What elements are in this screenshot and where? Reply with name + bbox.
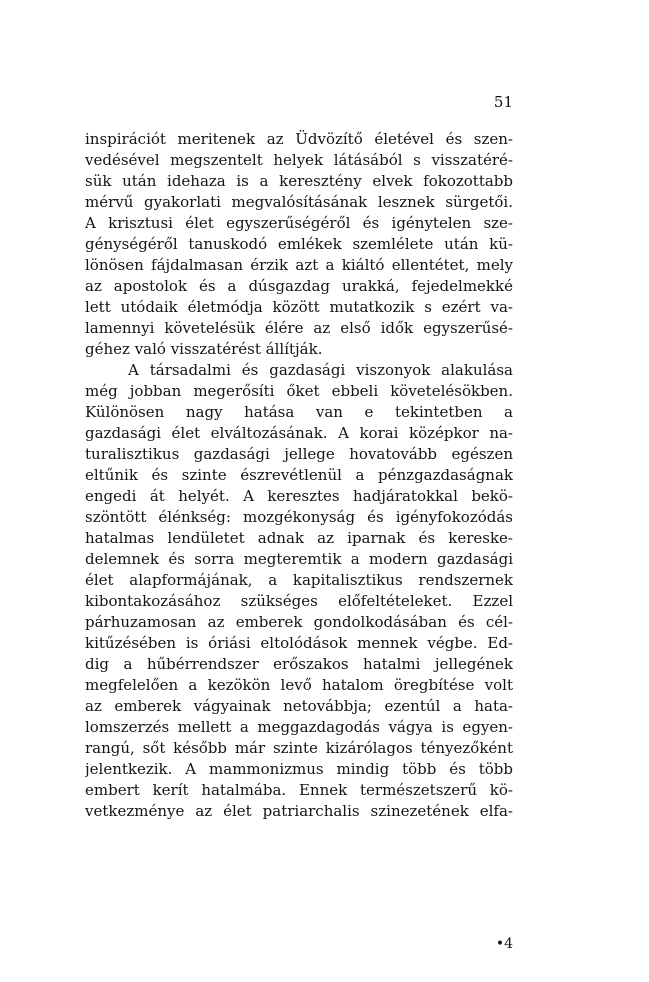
text-line: rangú, sőt később már szinte kizárólagos tényezőként — [85, 739, 513, 757]
text-line: az emberek vágyainak netovábbja; ezentúl a hata- — [85, 697, 513, 715]
text-line: kitűzésében is óriási eltolódások mennek végbe. Ed- — [85, 634, 513, 652]
text-line: lamennyi követelésük élére az első idők egyszerűsé- — [85, 319, 513, 337]
text-line: szöntött élénkség: mozgékonyság és igényfokozódás — [85, 508, 513, 526]
text-line: párhuzamosan az emberek gondolkodásában és cél- — [85, 613, 513, 631]
text-line: lomszerzés mellett a meggazdagodás vágya is egyen- — [85, 718, 513, 736]
text-line: géhez való visszatérést állítják. — [85, 340, 323, 358]
text-line: génységéről tanuskodó emlékek szemlélete után kü- — [85, 235, 513, 253]
text-line: lönösen fájdalmasan érzik azt a kiáltó ellentétet, mely — [85, 256, 513, 274]
text-line: kibontakozásához szükséges előfeltételeket. Ezzel — [85, 592, 513, 610]
text-line: az apostolok és a dúsgazdag urakká, fejedelmekké — [85, 277, 513, 295]
text-line: mérvű gyakorlati megvalósításának lesznek sürgetői. — [85, 193, 513, 211]
text-line: A társadalmi és gazdasági viszonyok alakulása — [128, 361, 513, 379]
signature-mark: •4 — [495, 936, 513, 952]
text-line: Különösen nagy hatása van e tekintetben a — [85, 403, 513, 421]
text-line: eltűnik és szinte észrevétlenül a pénzgazdaságnak — [85, 466, 513, 484]
text-line: vetkezménye az élet patriarchalis szinezetének elfa- — [85, 802, 513, 820]
text-line: delemnek és sorra megteremtik a modern gazdasági — [85, 550, 513, 568]
text-line: lett utódaik életmódja között mutatkozik s ezért va- — [85, 298, 513, 316]
text-line: dig a hűbérrendszer erőszakos hatalmi jellegének — [85, 655, 513, 673]
text-line: inspirációt meritenek az Üdvözítő életével és szen- — [85, 130, 513, 148]
text-line: hatalmas lendületet adnak az iparnak és kereske- — [85, 529, 513, 547]
text-line: jelentkezik. A mammonizmus mindig több és több — [85, 760, 513, 778]
text-line: vedésével megszentelt helyek látásából s visszatéré- — [85, 151, 513, 169]
text-line: élet alapformájának, a kapitalisztikus rendszernek — [85, 571, 513, 589]
page-number: 51 — [493, 93, 513, 111]
text-line: turalisztikus gazdasági jellege hovatovább egészen — [85, 445, 513, 463]
text-line: engedi át helyét. A keresztes hadjáratokkal bekö- — [85, 487, 513, 505]
text-line: gazdasági élet elváltozásának. A korai középkor na- — [85, 424, 513, 442]
text-line: embert kerít hatalmába. Ennek természetszerű kö- — [85, 781, 513, 799]
text-line: még jobban megerősíti őket ebbeli követelésökben. — [85, 382, 513, 400]
text-line: A krisztusi élet egyszerűségéről és igénytelen sze- — [85, 214, 513, 232]
text-line: megfelelően a kezökön levő hatalom öregbítése volt — [85, 676, 513, 694]
text-line: sük után idehaza is a keresztény elvek fokozottabb — [85, 172, 513, 190]
body-text — [85, 129, 513, 822]
